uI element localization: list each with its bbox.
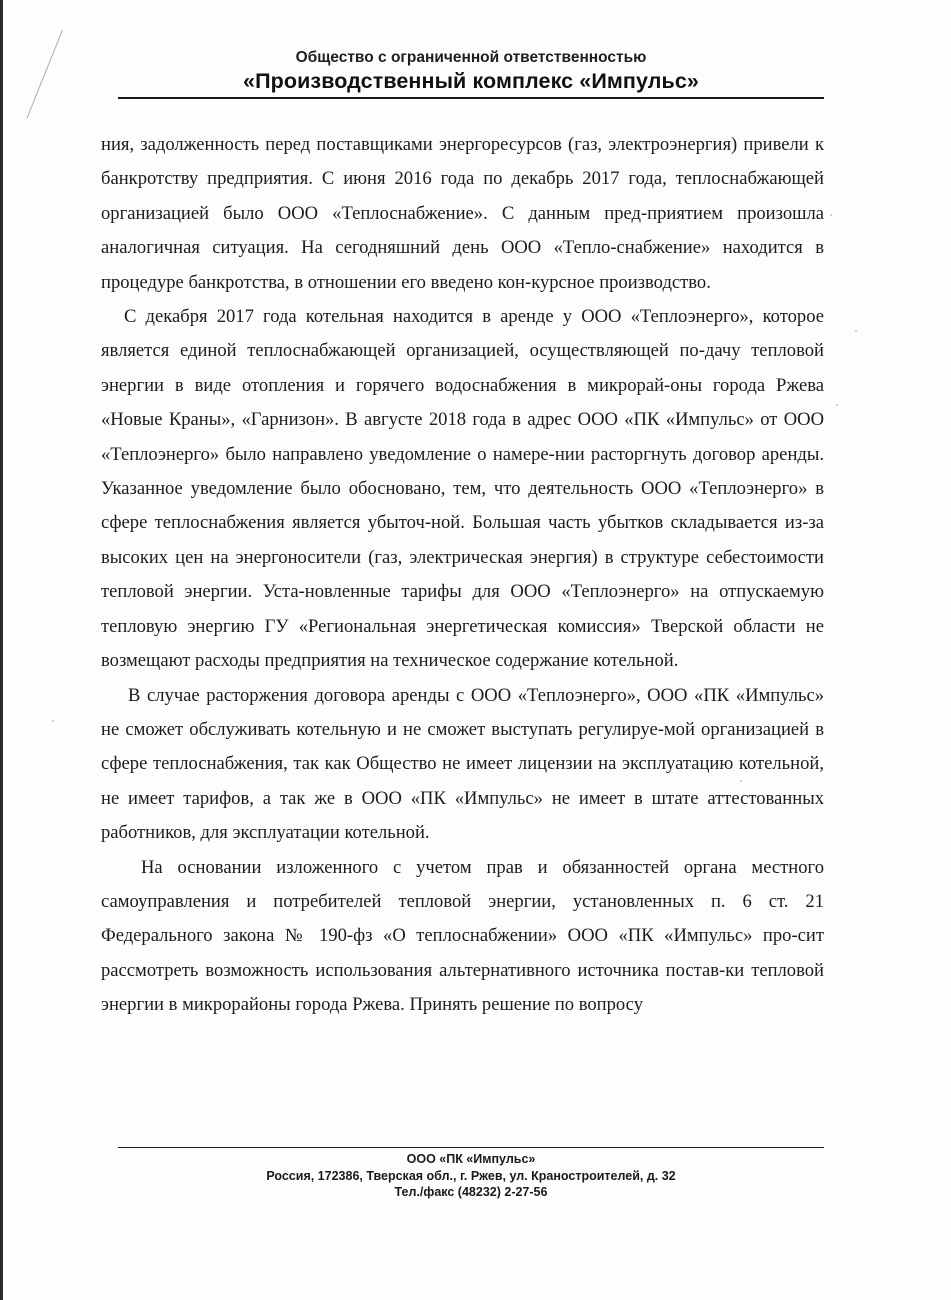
footer-phone: Тел./факс (48232) 2-27-56 [394, 1185, 548, 1199]
scan-speck [830, 214, 832, 216]
letter-body [101, 128, 824, 1023]
footer-address: Россия, 172386, Тверская обл., г. Ржев, ул. Краностроителей, д. 32 [266, 1168, 676, 1183]
scan-speck [740, 780, 742, 782]
letterhead-company-name: «Производственный комплекс «Импульс» [243, 69, 699, 93]
letterhead-divider [118, 97, 824, 99]
letterhead-org-form: Общество с ограниченной ответственностью [295, 49, 647, 66]
footer [118, 1151, 824, 1201]
body-paragraph-1: ния, задолженность перед поставщиками энергоресурсов (газ, электроэнергия) привели к банкротству предприятия. С июня 2016 года по декабрь 2017 года, теплоснабжающей организацией было ООО «Теплоснабжение». С данным пред-приятием произошла аналогичная ситуация. На сегодняшний день ООО «Тепло-снабжение» находится в процедуре банкротства, в отношении его введено кон-курсное производство. [101, 134, 824, 293]
scan-left-edge [0, 0, 3, 1300]
footer-company: ООО «ПК «Импульс» [406, 1152, 536, 1166]
letterhead [118, 48, 824, 94]
scan-speck [836, 404, 838, 406]
body-paragraph-3: В случае расторжения договора аренды с ООО «Теплоэнерго», ООО «ПК «Импульс» не сможет обслуживать котельную и не сможет выступать регулируе-мой организацией в сфере теплоснабжения, так как Общество не имеет лицензии на эксплуатацию котельной, не имеет тарифов, а так же в ООО «ПК «Импульс» не имеет в штате аттестованных работников, для эксплуатации котельной. [101, 684, 824, 844]
scan-speck [52, 720, 54, 722]
footer-divider [118, 1147, 824, 1148]
body-paragraph-4: На основании изложенного с учетом прав и обязанностей органа местного самоуправления и потребителей тепловой энергии, установленных п. 6 ст. 21 Федерального закона № 190-фз «О теплоснабжении» ООО «ПК «Импульс» про-сит рассмотреть возможность использования альтернативного источника постав-ки тепловой энергии в микрорайоны города Ржева. Принять решение по вопросу [101, 856, 824, 1016]
scan-pen-mark [26, 30, 63, 118]
scan-speck [855, 330, 857, 332]
body-paragraph-2: С декабря 2017 года котельная находится в аренде у ООО «Теплоэнерго», которое является единой теплоснабжающей организацией, осуществляющей по-дачу тепловой энергии в виде отопления и горячего водоснабжения в микрорай-оны города Ржева «Новые Краны», «Гарнизон». В августе 2018 года в адрес ООО «ПК «Импульс» от ООО «Теплоэнерго» было направлено уведомление о намере-нии расторгнуть договор аренды. Указанное уведомление было обосновано, тем, что деятельность ООО «Теплоэнерго» в сфере теплоснабжения является убыточ-ной. Большая часть убытков складывается из-за высоких цен на энергоносители (газ, электрическая энергия) в структуре себестоимости тепловой энергии. Уста-новленные тарифы для ООО «Теплоэнерго» на отпускаемую тепловую энергию ГУ «Региональная энергетическая комиссия» Тверской области не возмещают расходы предприятия на техническое содержание котельной. [101, 306, 824, 672]
